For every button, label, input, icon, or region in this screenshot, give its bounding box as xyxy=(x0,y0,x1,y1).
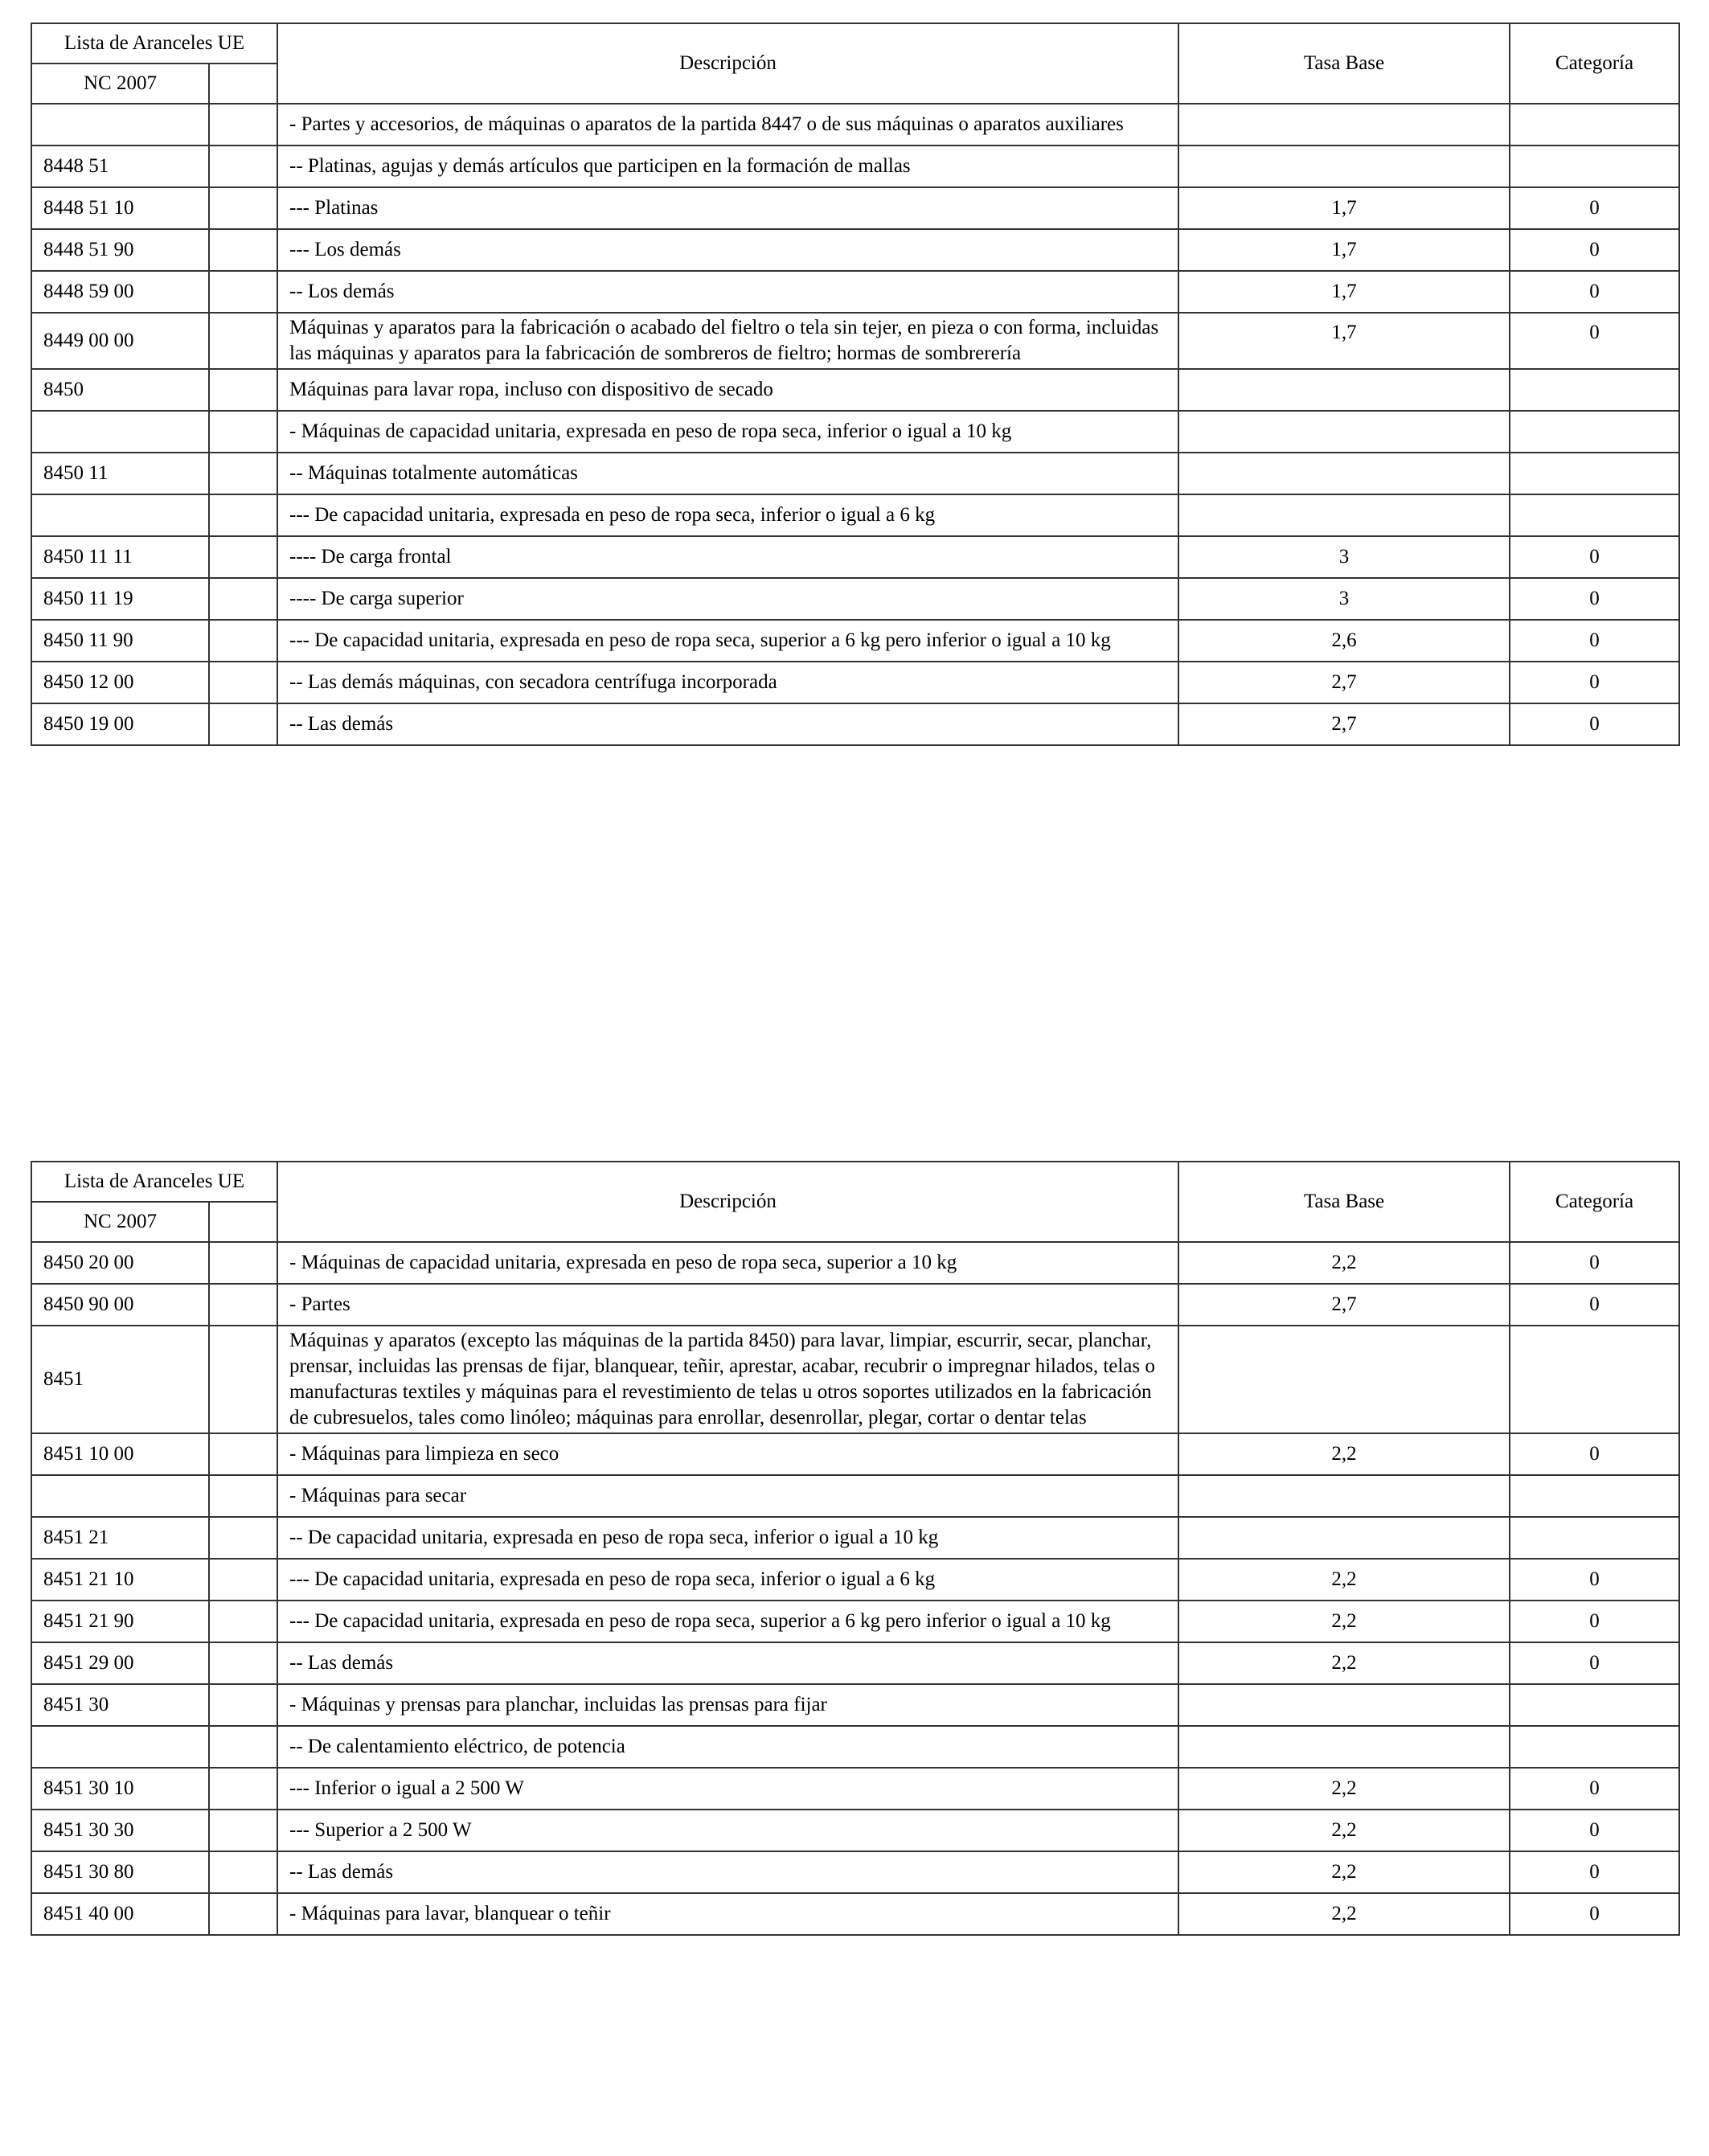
description-cell: --- De capacidad unitaria, expresada en peso de ropa seca, inferior o igual a 6 kg xyxy=(277,1559,1178,1601)
category-cell: 0 xyxy=(1510,187,1679,229)
base-rate-cell xyxy=(1178,1684,1510,1726)
nc-code-cell: 8450 11 11 xyxy=(31,536,209,578)
description-cell: -- Las demás xyxy=(277,1642,1178,1684)
header-category: Categoría xyxy=(1510,1162,1679,1242)
description-cell: - Máquinas para lavar, blanquear o teñir xyxy=(277,1893,1178,1935)
category-cell: 0 xyxy=(1510,536,1679,578)
base-rate-cell xyxy=(1178,1326,1510,1433)
nc-code-cell: 8451 21 10 xyxy=(31,1559,209,1601)
description-cell: -- De capacidad unitaria, expresada en peso de ropa seca, inferior o igual a 10 kg xyxy=(277,1517,1178,1559)
nc-code-cell: 8451 21 90 xyxy=(31,1601,209,1642)
table-row xyxy=(31,187,1679,229)
category-cell: 0 xyxy=(1510,1851,1679,1893)
base-rate-cell: 2,7 xyxy=(1178,662,1510,703)
subcode-cell xyxy=(209,187,277,229)
nc-code-cell: 8450 19 00 xyxy=(31,703,209,745)
table-body xyxy=(31,104,1679,745)
nc-code-cell: 8451 30 80 xyxy=(31,1851,209,1893)
nc-code-cell: 8448 51 10 xyxy=(31,187,209,229)
header-list-label: Lista de Aranceles UE xyxy=(31,23,277,64)
base-rate-cell: 2,6 xyxy=(1178,620,1510,662)
subcode-cell xyxy=(209,104,277,146)
table-row xyxy=(31,1326,1679,1433)
table-row xyxy=(31,229,1679,271)
description-cell: --- De capacidad unitaria, expresada en peso de ropa seca, inferior o igual a 6 kg xyxy=(277,494,1178,536)
subcode-cell xyxy=(209,1642,277,1684)
subcode-cell xyxy=(209,453,277,494)
description-cell: ---- De carga frontal xyxy=(277,536,1178,578)
table-row xyxy=(31,620,1679,662)
category-cell: 0 xyxy=(1510,1601,1679,1642)
table-row xyxy=(31,536,1679,578)
description-cell: Máquinas para lavar ropa, incluso con dispositivo de secado xyxy=(277,369,1178,411)
table-row xyxy=(31,1601,1679,1642)
table-row xyxy=(31,1559,1679,1601)
base-rate-cell: 2,2 xyxy=(1178,1893,1510,1935)
description-cell: - Máquinas y prensas para planchar, incluidas las prensas para fijar xyxy=(277,1684,1178,1726)
subcode-cell xyxy=(209,662,277,703)
base-rate-cell: 2,2 xyxy=(1178,1559,1510,1601)
nc-code-cell: 8451 10 00 xyxy=(31,1433,209,1475)
table-row xyxy=(31,494,1679,536)
category-cell: 0 xyxy=(1510,1768,1679,1810)
nc-code-cell: 8450 12 00 xyxy=(31,662,209,703)
nc-code-cell xyxy=(31,104,209,146)
header-description: Descripción xyxy=(277,1162,1178,1242)
subcode-cell xyxy=(209,369,277,411)
nc-code-cell: 8448 51 xyxy=(31,146,209,187)
header-list-label: Lista de Aranceles UE xyxy=(31,1162,277,1202)
description-cell: -- De calentamiento eléctrico, de potencia xyxy=(277,1726,1178,1768)
category-cell xyxy=(1510,146,1679,187)
description-cell: - Máquinas de capacidad unitaria, expresada en peso de ropa seca, superior a 10 kg xyxy=(277,1242,1178,1284)
nc-code-cell: 8448 59 00 xyxy=(31,271,209,313)
header-row xyxy=(31,1162,1679,1202)
category-cell xyxy=(1510,1684,1679,1726)
base-rate-cell: 2,2 xyxy=(1178,1601,1510,1642)
subcode-cell xyxy=(209,1601,277,1642)
base-rate-cell: 2,2 xyxy=(1178,1768,1510,1810)
subcode-cell xyxy=(209,1517,277,1559)
category-cell xyxy=(1510,369,1679,411)
table-row xyxy=(31,1475,1679,1517)
subcode-cell xyxy=(209,1284,277,1326)
description-cell: -- Las demás xyxy=(277,1851,1178,1893)
nc-code-cell: 8450 20 00 xyxy=(31,1242,209,1284)
category-cell: 0 xyxy=(1510,1242,1679,1284)
category-cell: 0 xyxy=(1510,313,1679,369)
description-cell: ---- De carga superior xyxy=(277,578,1178,620)
subcode-cell xyxy=(209,1559,277,1601)
description-cell: -- Los demás xyxy=(277,271,1178,313)
category-cell: 0 xyxy=(1510,703,1679,745)
category-cell: 0 xyxy=(1510,1893,1679,1935)
nc-code-cell: 8451 40 00 xyxy=(31,1893,209,1935)
category-cell xyxy=(1510,1475,1679,1517)
category-cell: 0 xyxy=(1510,620,1679,662)
nc-code-cell: 8450 11 xyxy=(31,453,209,494)
subcode-cell xyxy=(209,620,277,662)
category-cell: 0 xyxy=(1510,1559,1679,1601)
table-row xyxy=(31,703,1679,745)
description-cell: - Máquinas para limpieza en seco xyxy=(277,1433,1178,1475)
category-cell xyxy=(1510,494,1679,536)
nc-code-cell: 8451 xyxy=(31,1326,209,1433)
description-cell: --- Platinas xyxy=(277,187,1178,229)
category-cell xyxy=(1510,1517,1679,1559)
nc-code-cell: 8450 90 00 xyxy=(31,1284,209,1326)
header-nc-label: NC 2007 xyxy=(31,1202,209,1242)
description-cell: - Partes y accesorios, de máquinas o aparatos de la partida 8447 o de sus máquinas o aparatos auxiliares xyxy=(277,104,1178,146)
header-description: Descripción xyxy=(277,23,1178,104)
description-cell: --- Los demás xyxy=(277,229,1178,271)
subcode-cell xyxy=(209,1768,277,1810)
description-cell: - Partes xyxy=(277,1284,1178,1326)
table-row xyxy=(31,1433,1679,1475)
nc-code-cell: 8448 51 90 xyxy=(31,229,209,271)
category-cell: 0 xyxy=(1510,1284,1679,1326)
category-cell: 0 xyxy=(1510,1433,1679,1475)
subcode-cell xyxy=(209,1475,277,1517)
category-cell xyxy=(1510,453,1679,494)
base-rate-cell: 1,7 xyxy=(1178,271,1510,313)
table-row xyxy=(31,1810,1679,1851)
subcode-cell xyxy=(209,1433,277,1475)
description-cell: --- De capacidad unitaria, expresada en peso de ropa seca, superior a 6 kg pero inferior o igual a 10 kg xyxy=(277,1601,1178,1642)
table-row xyxy=(31,1768,1679,1810)
subcode-cell xyxy=(209,411,277,453)
table-row xyxy=(31,411,1679,453)
nc-code-cell: 8451 30 30 xyxy=(31,1810,209,1851)
description-cell: Máquinas y aparatos para la fabricación o acabado del fieltro o tela sin tejer, en pieza o con forma, incluidas las máquinas y aparatos para la fabricación de sombreros de fieltro; hormas de sombrerería xyxy=(277,313,1178,369)
subcode-cell xyxy=(209,1851,277,1893)
base-rate-cell: 2,2 xyxy=(1178,1642,1510,1684)
base-rate-cell: 2,7 xyxy=(1178,703,1510,745)
category-cell xyxy=(1510,1726,1679,1768)
subcode-cell xyxy=(209,1726,277,1768)
base-rate-cell: 1,7 xyxy=(1178,313,1510,369)
header-nc-label: NC 2007 xyxy=(31,64,209,104)
subcode-cell xyxy=(209,494,277,536)
category-cell: 0 xyxy=(1510,1642,1679,1684)
nc-code-cell xyxy=(31,411,209,453)
nc-code-cell: 8451 29 00 xyxy=(31,1642,209,1684)
category-cell xyxy=(1510,104,1679,146)
header-row xyxy=(31,23,1679,64)
table-row xyxy=(31,578,1679,620)
base-rate-cell: 1,7 xyxy=(1178,187,1510,229)
subcode-cell xyxy=(209,1893,277,1935)
subcode-cell xyxy=(209,271,277,313)
nc-code-cell: 8451 21 xyxy=(31,1517,209,1559)
base-rate-cell xyxy=(1178,453,1510,494)
tariff-table-2 xyxy=(31,1161,1680,1936)
category-cell: 0 xyxy=(1510,662,1679,703)
subcode-cell xyxy=(209,313,277,369)
base-rate-cell: 2,2 xyxy=(1178,1810,1510,1851)
subcode-cell xyxy=(209,703,277,745)
description-cell: - Máquinas para secar xyxy=(277,1475,1178,1517)
header-sub-blank xyxy=(209,1202,277,1242)
base-rate-cell xyxy=(1178,146,1510,187)
subcode-cell xyxy=(209,536,277,578)
category-cell: 0 xyxy=(1510,578,1679,620)
base-rate-cell xyxy=(1178,1517,1510,1559)
header-base-rate: Tasa Base xyxy=(1178,1162,1510,1242)
description-cell: - Máquinas de capacidad unitaria, expresada en peso de ropa seca, inferior o igual a 10 kg xyxy=(277,411,1178,453)
base-rate-cell xyxy=(1178,369,1510,411)
nc-code-cell: 8451 30 xyxy=(31,1684,209,1726)
table-row xyxy=(31,1284,1679,1326)
category-cell: 0 xyxy=(1510,271,1679,313)
subcode-cell xyxy=(209,229,277,271)
table-row xyxy=(31,1684,1679,1726)
base-rate-cell: 2,2 xyxy=(1178,1433,1510,1475)
nc-code-cell xyxy=(31,1475,209,1517)
description-cell: --- Inferior o igual a 2 500 W xyxy=(277,1768,1178,1810)
table-row xyxy=(31,146,1679,187)
header-base-rate: Tasa Base xyxy=(1178,23,1510,104)
base-rate-cell: 2,7 xyxy=(1178,1284,1510,1326)
category-cell: 0 xyxy=(1510,229,1679,271)
description-cell: -- Las demás máquinas, con secadora centrífuga incorporada xyxy=(277,662,1178,703)
subcode-cell xyxy=(209,1326,277,1433)
table-row xyxy=(31,369,1679,411)
table-row xyxy=(31,453,1679,494)
header-category: Categoría xyxy=(1510,23,1679,104)
nc-code-cell: 8450 11 19 xyxy=(31,578,209,620)
nc-code-cell xyxy=(31,1726,209,1768)
description-cell: -- Máquinas totalmente automáticas xyxy=(277,453,1178,494)
table-row xyxy=(31,1851,1679,1893)
table-row xyxy=(31,1893,1679,1935)
description-cell: --- Superior a 2 500 W xyxy=(277,1810,1178,1851)
nc-code-cell: 8450 xyxy=(31,369,209,411)
description-cell: -- Platinas, agujas y demás artículos que participen en la formación de mallas xyxy=(277,146,1178,187)
base-rate-cell: 3 xyxy=(1178,536,1510,578)
subcode-cell xyxy=(209,1242,277,1284)
header-sub-blank xyxy=(209,64,277,104)
base-rate-cell xyxy=(1178,1475,1510,1517)
description-cell: --- De capacidad unitaria, expresada en peso de ropa seca, superior a 6 kg pero inferior o igual a 10 kg xyxy=(277,620,1178,662)
category-cell: 0 xyxy=(1510,1810,1679,1851)
table-row xyxy=(31,271,1679,313)
table-row xyxy=(31,104,1679,146)
nc-code-cell: 8450 11 90 xyxy=(31,620,209,662)
base-rate-cell xyxy=(1178,1726,1510,1768)
base-rate-cell: 2,2 xyxy=(1178,1851,1510,1893)
table-row xyxy=(31,1517,1679,1559)
subcode-cell xyxy=(209,146,277,187)
description-cell: Máquinas y aparatos (excepto las máquinas de la partida 8450) para lavar, limpiar, escurrir, secar, planchar, prensar, incluidas las prensas de fijar, blanquear, teñir, aprestar, acabar, recubrir o impregnar hilados, telas o manufacturas textiles y máquinas para el revestimiento de telas u otros soportes utilizados en la fabricación de cubresuelos, tales como linóleo; máquinas para enrollar, desenrollar, plegar, cortar o dentar telas xyxy=(277,1326,1178,1433)
tariff-table-1 xyxy=(31,23,1680,746)
subcode-cell xyxy=(209,578,277,620)
category-cell xyxy=(1510,411,1679,453)
base-rate-cell: 3 xyxy=(1178,578,1510,620)
base-rate-cell: 1,7 xyxy=(1178,229,1510,271)
description-cell: -- Las demás xyxy=(277,703,1178,745)
base-rate-cell xyxy=(1178,411,1510,453)
nc-code-cell xyxy=(31,494,209,536)
base-rate-cell: 2,2 xyxy=(1178,1242,1510,1284)
table-row xyxy=(31,1642,1679,1684)
table-row xyxy=(31,1242,1679,1284)
table-row xyxy=(31,313,1679,369)
base-rate-cell xyxy=(1178,494,1510,536)
nc-code-cell: 8449 00 00 xyxy=(31,313,209,369)
subcode-cell xyxy=(209,1810,277,1851)
subcode-cell xyxy=(209,1684,277,1726)
base-rate-cell xyxy=(1178,104,1510,146)
table-row xyxy=(31,1726,1679,1768)
table-row xyxy=(31,662,1679,703)
category-cell xyxy=(1510,1326,1679,1433)
table-body xyxy=(31,1242,1679,1935)
nc-code-cell: 8451 30 10 xyxy=(31,1768,209,1810)
